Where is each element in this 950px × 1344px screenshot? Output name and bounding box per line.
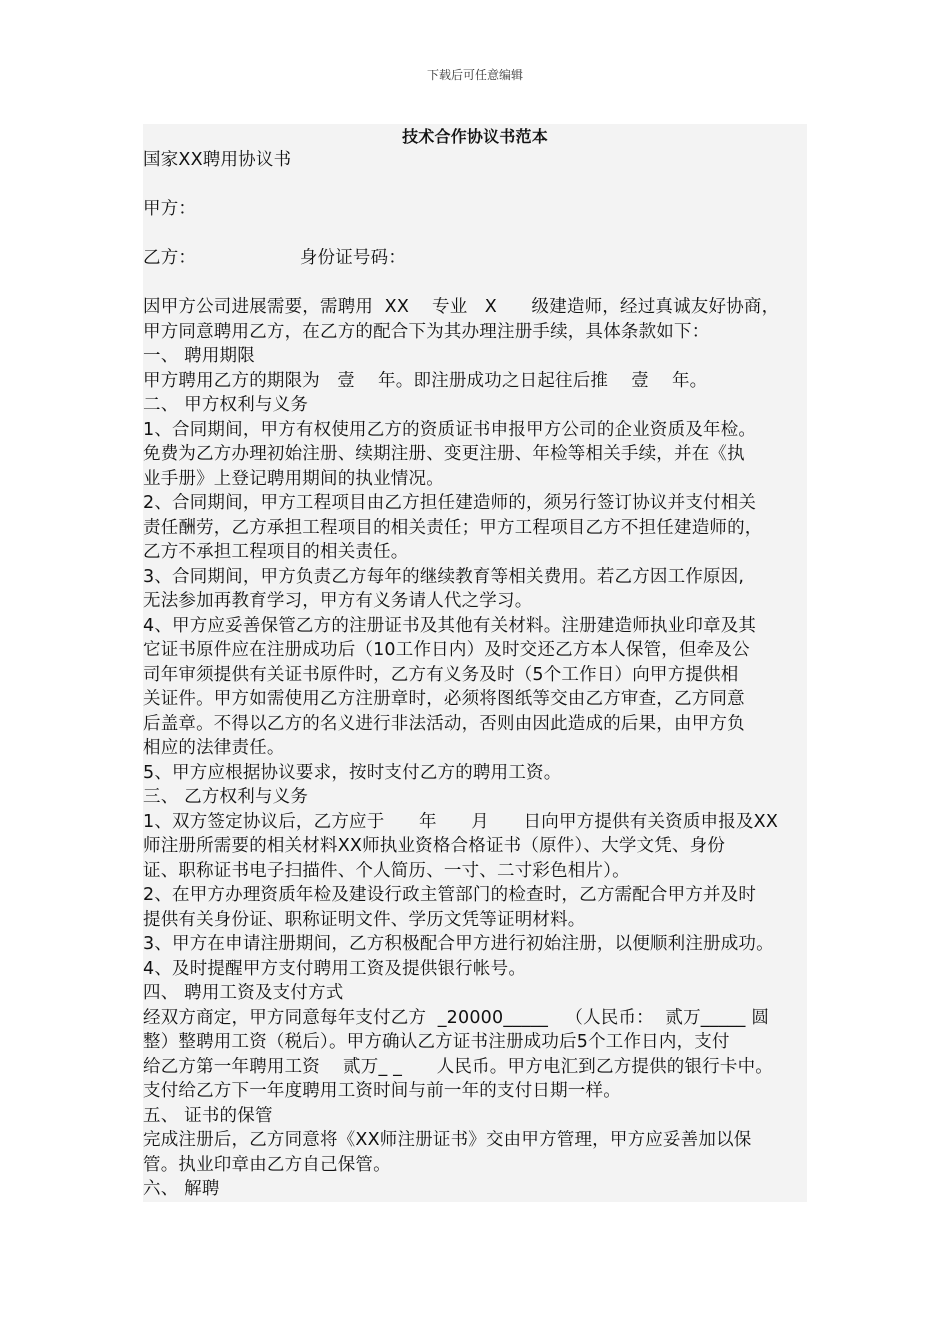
paragraph-line: 证、职称证书电子扫描件、个人简历、一寸、二寸彩色相片）。: [143, 859, 807, 884]
section-heading: 四、 聘用工资及支付方式: [143, 981, 807, 1006]
paragraph-line: 4、及时提醒甲方支付聘用工资及提供银行帐号。: [143, 957, 807, 982]
paragraph-line: 司年审须提供有关证书原件时，乙方有义务及时（5个工作日）向甲方提供相: [143, 663, 807, 688]
paragraph-line: 甲方聘用乙方的期限为 壹 年。即注册成功之日起往后推 壹 年。: [143, 369, 807, 394]
paragraph-line: 关证件。甲方如需使用乙方注册章时，必须将图纸等交由乙方审查，乙方同意: [143, 687, 807, 712]
paragraph-line: 提供有关身份证、职称证明文件、学历文凭等证明材料。: [143, 908, 807, 933]
paragraph-line: 1、合同期间，甲方有权使用乙方的资质证书申报甲方公司的企业资质及年检。: [143, 418, 807, 443]
page-header-note: 下载后可任意编辑: [426, 68, 523, 82]
blank-line: [143, 222, 807, 247]
paragraph-line: 业手册》上登记聘用期间的执业情况。: [143, 467, 807, 492]
paragraph-line: 因甲方公司进展需要，需聘用 XX 专业 X 级建造师，经过真诚友好协商，: [143, 295, 807, 320]
blank-line: [143, 173, 807, 198]
paragraph-line: 师注册所需要的相关材料XX师执业资格合格证书（原件）、大学文凭、身份: [143, 834, 807, 859]
party-b-line: 乙方： 身份证号码：: [143, 246, 807, 271]
paragraph-line: 无法参加再教育学习，甲方有义务请人代之学习。: [143, 589, 807, 614]
paragraph-line: 3、甲方在申请注册期间，乙方积极配合甲方进行初始注册，以便顺利注册成功。: [143, 932, 807, 957]
section-heading: 二、 甲方权利与义务: [143, 393, 807, 418]
paragraph-line: 1、双方签定协议后，乙方应于 年 月 日向甲方提供有关资质申报及XX: [143, 810, 807, 835]
paragraph-line: 2、在甲方办理资质年检及建设行政主管部门的检查时，乙方需配合甲方并及时: [143, 883, 807, 908]
paragraph-line: 经双方商定，甲方同意每年支付乙方 _20000_____ （人民币： 贰万_____ 圆: [143, 1006, 807, 1031]
paragraph-line: 4、甲方应妥善保管乙方的注册证书及其他有关材料。注册建造师执业印章及其: [143, 614, 807, 639]
paragraph-line: 完成注册后，乙方同意将《XX师注册证书》交由甲方管理，甲方应妥善加以保: [143, 1128, 807, 1153]
paragraph-line: 支付给乙方下一年度聘用工资时间与前一年的支付日期一样。: [143, 1079, 807, 1104]
paragraph-line: 整）整聘用工资（税后）。甲方确认乙方证书注册成功后5个工作日内，支付: [143, 1030, 807, 1055]
paragraph-line: 它证书原件应在注册成功后（10工作日内）及时交还乙方本人保管，但牵及公: [143, 638, 807, 663]
paragraph-line: 给乙方第一年聘用工资 贰万_ _ 人民币。甲方电汇到乙方提供的银行卡中。: [143, 1055, 807, 1080]
agreement-heading: 国家XX聘用协议书: [143, 148, 807, 173]
section-heading: 三、 乙方权利与义务: [143, 785, 807, 810]
blank-line: [143, 271, 807, 296]
paragraph-line: 后盖章。不得以乙方的名义进行非法活动，否则由因此造成的后果，由甲方负: [143, 712, 807, 737]
paragraph-line: 相应的法律责任。: [143, 736, 807, 761]
paragraph-line: 免费为乙方办理初始注册、续期注册、变更注册、年检等相关手续，并在《执: [143, 442, 807, 467]
paragraph-line: 5、甲方应根据协议要求，按时支付乙方的聘用工资。: [143, 761, 807, 786]
paragraph-line: 责任酬劳，乙方承担工程项目的相关责任；甲方工程项目乙方不担任建造师的，: [143, 516, 807, 541]
section-heading: 五、 证书的保管: [143, 1104, 807, 1129]
paragraph-line: 管。执业印章由乙方自己保管。: [143, 1153, 807, 1178]
paragraph-line: 2、合同期间，甲方工程项目由乙方担任建造师的，须另行签订协议并支付相关: [143, 491, 807, 516]
paragraph-line: 甲方同意聘用乙方，在乙方的配合下为其办理注册手续，具体条款如下：: [143, 320, 807, 345]
document-body: [143, 124, 807, 1202]
paragraph-line: 3、合同期间，甲方负责乙方每年的继续教育等相关费用。若乙方因工作原因,: [143, 565, 807, 590]
paragraph-line: 乙方不承担工程项目的相关责任。: [143, 540, 807, 565]
section-heading: 一、 聘用期限: [143, 344, 807, 369]
document-title: 技术合作协议书范本: [143, 124, 807, 148]
party-a-line: 甲方：: [143, 197, 807, 222]
section-heading: 六、 解聘: [143, 1177, 807, 1202]
